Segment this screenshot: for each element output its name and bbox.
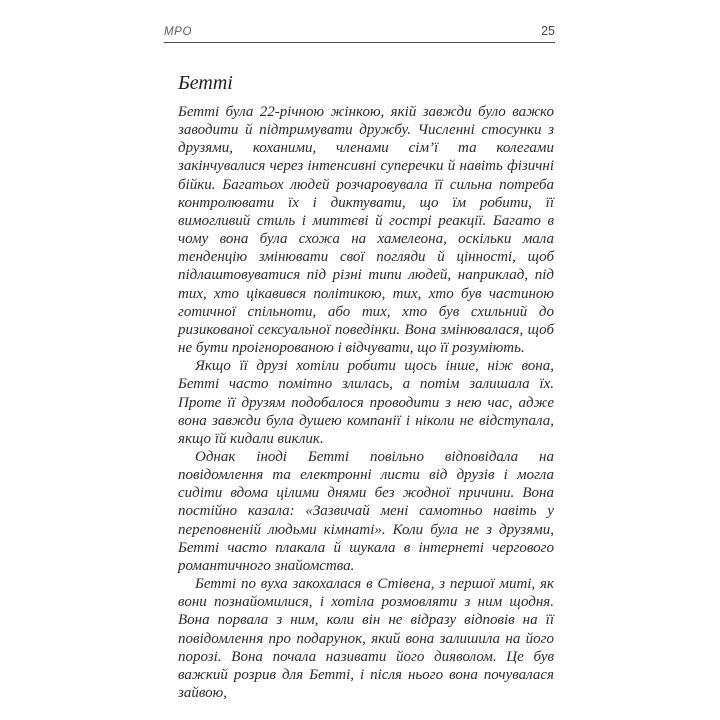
paragraph: Бетті по вуха закохалася в Стівена, з першої миті, як вони познайомилися, і хотіла розмовляти з ним щодня. Вона порвала з ним, коли він не відразу відповів на її повідомлення про подарунок, який вона залишила на його порозі. Вона почала називати його дияволом. Це був важкий розрив для Бетті, і після нього вона почувалася зайвою, [178,576,554,701]
page-header [164,24,555,38]
paragraph: Якщо її друзі хотіли робити щось інше, ніж вона, Бетті часто помітно злилась, а потім залишала їх. Проте її друзям подобалося проводити з нею час, адже вона завжди була душею компанії і ніколи не відступала, якщо їй кидали виклик. [178,358,554,447]
header-rule [164,42,555,43]
paragraph: Однак іноді Бетті повільно відповідала на повідомлення та електронні листи від друзів і могла сидіти вдома цілими днями без жодної причини. Вона постійно казала: «Зазвичай мені самотньо навіть у переповненій людьми кімнаті». Коли була не з друзями, Бетті часто плакала й шукала в інтернеті чергового романтичного знайомства. [178,448,554,574]
running-title: МРО [164,26,192,38]
page-number: 25 [541,24,555,38]
paragraph: Бетті була 22-річною жінкою, якій завжди було важко заводити й підтримувати дружбу. Численні стосунки з друзями, коханими, членами сім’ї та колегами закінчувалися через інтенсивні суперечки й навіть фізичні бійки. Багатьох людей розчаровувала її сильна потреба контролювати їх і диктувати, що їм робити, її вимогливий стиль і миттєві й гострі реакції. Багато в чому вона була схожа на хамелеона, оскільки мала тенденцію змінювати свої погляди й цінності, щоб підлаштовуватися під різні типи людей, наприклад, під тих, хто цікавився політикою, тих, хто був частиною готичної спільноти, або тих, хто був схильний до ризикованої сексуальної поведінки. Вона змінювалася, щоб не бути проігнорованою і відчувати, що її розуміють. [178,104,554,357]
section-heading: Бетті [178,72,233,94]
body-text [178,103,554,702]
